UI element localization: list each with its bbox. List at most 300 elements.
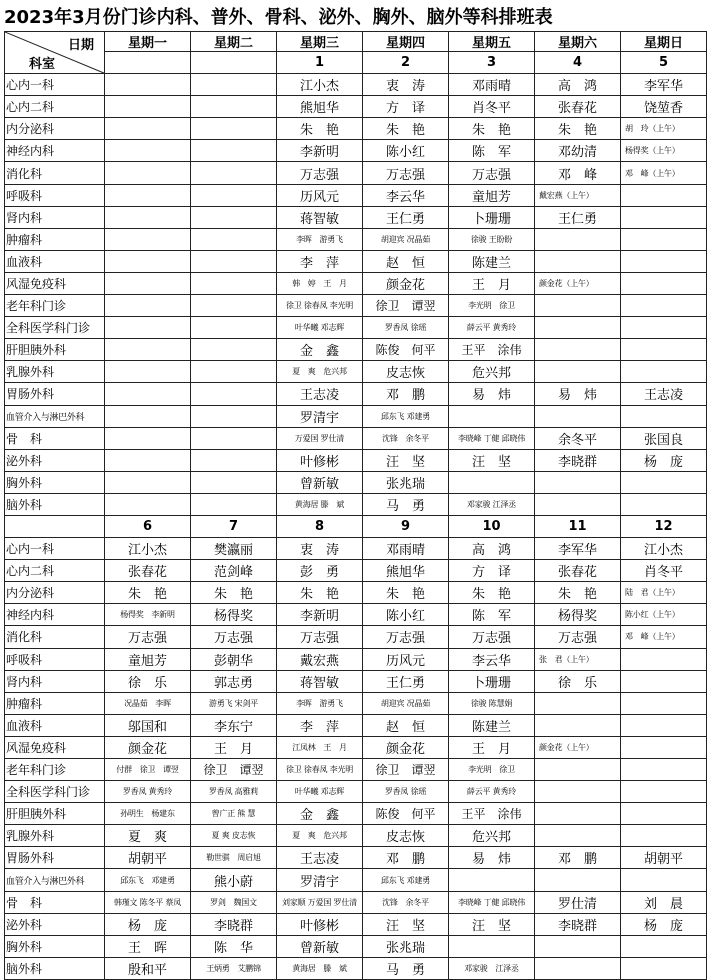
doctor-cell: 樊瀛丽 bbox=[191, 538, 277, 560]
doctor-cell: 徐骏 陈慧娟 bbox=[449, 692, 535, 714]
doctor-cell: 颜金花 bbox=[105, 736, 191, 758]
doctor-cell: 胡朝平 bbox=[105, 847, 191, 869]
doctor-cell: 颜金花（上午） bbox=[535, 736, 621, 758]
doctor-cell bbox=[621, 692, 707, 714]
doctor-cell: 沈锋 余冬平 bbox=[363, 427, 449, 449]
doctor-cell: 李晖 游勇飞 bbox=[277, 228, 363, 250]
doctor-cell: 朱 艳 bbox=[363, 118, 449, 140]
department-name: 心内一科 bbox=[5, 74, 105, 96]
doctor-cell: 江小杰 bbox=[621, 538, 707, 560]
doctor-cell: 王志凌 bbox=[277, 383, 363, 405]
doctor-cell: 游勇飞 宋剑平 bbox=[191, 692, 277, 714]
department-name: 胃肠外科 bbox=[5, 847, 105, 869]
doctor-cell: 汪 坚 bbox=[363, 913, 449, 935]
doctor-cell bbox=[535, 405, 621, 427]
department-name: 神经内科 bbox=[5, 604, 105, 626]
doctor-cell bbox=[621, 493, 707, 515]
schedule-table bbox=[4, 31, 707, 980]
doctor-cell: 张国良 bbox=[621, 427, 707, 449]
doctor-cell: 叶修彬 bbox=[277, 913, 363, 935]
doctor-cell: 黄海居 滕 斌 bbox=[277, 493, 363, 515]
doctor-cell: 邓 峰 bbox=[535, 162, 621, 184]
doctor-cell: 杨 庞 bbox=[621, 913, 707, 935]
schedule-row bbox=[5, 736, 707, 758]
doctor-cell: 韩瑾文 陈冬平 蔡凤 bbox=[105, 891, 191, 913]
doctor-cell bbox=[105, 140, 191, 162]
doctor-cell: 杨得奖 李新明 bbox=[105, 604, 191, 626]
doctor-cell: 万爱国 罗仕清 bbox=[277, 427, 363, 449]
doctor-cell: 高 鸿 bbox=[535, 74, 621, 96]
doctor-cell bbox=[449, 471, 535, 493]
doctor-cell bbox=[191, 250, 277, 272]
doctor-cell: 易 炜 bbox=[535, 383, 621, 405]
doctor-cell: 万志强 bbox=[277, 162, 363, 184]
department-name: 肿瘤科 bbox=[5, 228, 105, 250]
doctor-cell: 李晓群 bbox=[535, 913, 621, 935]
doctor-cell: 李军华 bbox=[621, 74, 707, 96]
doctor-cell: 历风元 bbox=[363, 648, 449, 670]
doctor-cell: 金 鑫 bbox=[277, 339, 363, 361]
doctor-cell: 颜金花 bbox=[363, 736, 449, 758]
doctor-cell bbox=[535, 250, 621, 272]
doctor-cell bbox=[621, 781, 707, 803]
department-name: 呼吸科 bbox=[5, 184, 105, 206]
doctor-cell bbox=[191, 184, 277, 206]
doctor-cell bbox=[621, 206, 707, 228]
doctor-cell bbox=[191, 96, 277, 118]
doctor-cell: 万志强 bbox=[277, 626, 363, 648]
doctor-cell: 薛云平 黄秀玲 bbox=[449, 317, 535, 339]
doctor-cell: 王仁勇 bbox=[535, 206, 621, 228]
doctor-cell: 李晖 游勇飞 bbox=[277, 692, 363, 714]
department-name: 肝胆胰外科 bbox=[5, 803, 105, 825]
schedule-row bbox=[5, 74, 707, 96]
doctor-cell: 张兆瑞 bbox=[363, 471, 449, 493]
doctor-cell: 曾广正 熊 慧 bbox=[191, 803, 277, 825]
doctor-cell: 徐卫 谭翌 bbox=[191, 759, 277, 781]
schedule-row bbox=[5, 714, 707, 736]
doctor-cell bbox=[191, 317, 277, 339]
doctor-cell: 郭志勇 bbox=[191, 670, 277, 692]
weekday-header-row bbox=[5, 32, 707, 52]
doctor-cell bbox=[105, 471, 191, 493]
doctor-cell: 朱 艳 bbox=[449, 118, 535, 140]
doctor-cell bbox=[449, 405, 535, 427]
doctor-cell bbox=[191, 427, 277, 449]
schedule-row bbox=[5, 361, 707, 383]
doctor-cell: 邱东飞 邓建勇 bbox=[105, 869, 191, 891]
doctor-cell bbox=[105, 405, 191, 427]
day-number bbox=[191, 52, 277, 74]
doctor-cell: 邱东飞 邓建勇 bbox=[363, 869, 449, 891]
doctor-cell: 易 炜 bbox=[449, 847, 535, 869]
doctor-cell bbox=[621, 957, 707, 979]
department-name: 消化科 bbox=[5, 162, 105, 184]
doctor-cell bbox=[191, 118, 277, 140]
doctor-cell: 罗清宇 bbox=[277, 405, 363, 427]
schedule-row bbox=[5, 825, 707, 847]
department-name: 肝胆胰外科 bbox=[5, 339, 105, 361]
doctor-cell bbox=[105, 339, 191, 361]
doctor-cell: 韩 婷 王 月 bbox=[277, 272, 363, 294]
doctor-cell: 范剑峰 bbox=[191, 560, 277, 582]
doctor-cell: 蒋智敏 bbox=[277, 206, 363, 228]
doctor-cell bbox=[535, 759, 621, 781]
department-name: 老年科门诊 bbox=[5, 759, 105, 781]
doctor-cell: 李 萍 bbox=[277, 714, 363, 736]
department-name: 内分泌科 bbox=[5, 118, 105, 140]
doctor-cell: 肖冬平 bbox=[621, 560, 707, 582]
doctor-cell: 陈俊 何平 bbox=[363, 803, 449, 825]
schedule-row bbox=[5, 626, 707, 648]
department-name: 神经内科 bbox=[5, 140, 105, 162]
department-name: 风湿免疫科 bbox=[5, 272, 105, 294]
doctor-cell: 杨得奖 bbox=[191, 604, 277, 626]
doctor-cell: 李光明 徐卫 bbox=[449, 295, 535, 317]
doctor-cell: 彭朝华 bbox=[191, 648, 277, 670]
doctor-cell: 刘 晨 bbox=[621, 891, 707, 913]
doctor-cell bbox=[105, 184, 191, 206]
doctor-cell: 杨得奖 bbox=[535, 604, 621, 626]
doctor-cell: 李新明 bbox=[277, 140, 363, 162]
doctor-cell: 李 萍 bbox=[277, 250, 363, 272]
department-name: 呼吸科 bbox=[5, 648, 105, 670]
doctor-cell bbox=[621, 317, 707, 339]
schedule-body bbox=[5, 32, 707, 980]
doctor-cell: 朱 艳 bbox=[277, 582, 363, 604]
department-name: 血液科 bbox=[5, 250, 105, 272]
doctor-cell: 况晶茹 李晖 bbox=[105, 692, 191, 714]
doctor-cell: 陈建兰 bbox=[449, 714, 535, 736]
doctor-cell: 罗香凤 徐瑶 bbox=[363, 317, 449, 339]
doctor-cell: 李云华 bbox=[449, 648, 535, 670]
doctor-cell: 万志强 bbox=[535, 626, 621, 648]
doctor-cell: 王平 涂伟 bbox=[449, 339, 535, 361]
schedule-row bbox=[5, 781, 707, 803]
doctor-cell: 邓家骏 江泽丞 bbox=[449, 493, 535, 515]
doctor-cell: 蒋智敏 bbox=[277, 670, 363, 692]
doctor-cell: 杨 庞 bbox=[621, 449, 707, 471]
doctor-cell: 万志强 bbox=[449, 162, 535, 184]
schedule-row bbox=[5, 869, 707, 891]
doctor-cell bbox=[621, 184, 707, 206]
doctor-cell: 朱 艳 bbox=[535, 582, 621, 604]
doctor-cell bbox=[535, 781, 621, 803]
doctor-cell: 付群 徐卫 谭翌 bbox=[105, 759, 191, 781]
schedule-row bbox=[5, 140, 707, 162]
doctor-cell: 熊旭华 bbox=[277, 96, 363, 118]
day-number: 6 bbox=[105, 515, 191, 537]
doctor-cell: 罗清宇 bbox=[277, 869, 363, 891]
department-name: 老年科门诊 bbox=[5, 295, 105, 317]
doctor-cell bbox=[191, 295, 277, 317]
doctor-cell: 皮志恢 bbox=[363, 361, 449, 383]
doctor-cell bbox=[449, 869, 535, 891]
doctor-cell: 王仁勇 bbox=[363, 670, 449, 692]
doctor-cell: 王 月 bbox=[449, 736, 535, 758]
doctor-cell: 颜金花 bbox=[363, 272, 449, 294]
doctor-cell: 陈小红（上午） bbox=[621, 604, 707, 626]
doctor-cell: 高 鸿 bbox=[449, 538, 535, 560]
schedule-row bbox=[5, 184, 707, 206]
doctor-cell: 赵 恒 bbox=[363, 714, 449, 736]
day-number-row bbox=[5, 52, 707, 74]
doctor-cell: 叶修彬 bbox=[277, 449, 363, 471]
doctor-cell bbox=[621, 272, 707, 294]
schedule-row bbox=[5, 891, 707, 913]
doctor-cell: 陆 君（上午） bbox=[621, 582, 707, 604]
doctor-cell: 张 君（上午） bbox=[535, 648, 621, 670]
doctor-cell: 邓 鹏 bbox=[363, 847, 449, 869]
doctor-cell: 万志强 bbox=[449, 626, 535, 648]
schedule-row bbox=[5, 538, 707, 560]
doctor-cell: 勒世骐 周启旭 bbox=[191, 847, 277, 869]
doctor-cell: 陈小红 bbox=[363, 604, 449, 626]
doctor-cell: 徐卫 谭翌 bbox=[363, 759, 449, 781]
doctor-cell: 汪 坚 bbox=[363, 449, 449, 471]
doctor-cell: 罗香凤 徐瑶 bbox=[363, 781, 449, 803]
doctor-cell: 杨 庞 bbox=[105, 913, 191, 935]
corner-dept-label: 科室 bbox=[29, 57, 56, 73]
day-number: 10 bbox=[449, 515, 535, 537]
department-name: 心内二科 bbox=[5, 560, 105, 582]
doctor-cell bbox=[191, 228, 277, 250]
doctor-cell bbox=[621, 869, 707, 891]
doctor-cell bbox=[535, 692, 621, 714]
doctor-cell bbox=[621, 471, 707, 493]
doctor-cell bbox=[621, 825, 707, 847]
doctor-cell bbox=[621, 361, 707, 383]
day-number: 3 bbox=[449, 52, 535, 74]
schedule-row bbox=[5, 803, 707, 825]
schedule-row bbox=[5, 759, 707, 781]
doctor-cell: 陈 军 bbox=[449, 604, 535, 626]
doctor-cell: 万志强 bbox=[105, 626, 191, 648]
weekday-wed: 星期三 bbox=[277, 32, 363, 52]
schedule-row bbox=[5, 162, 707, 184]
doctor-cell: 朱 艳 bbox=[191, 582, 277, 604]
doctor-cell bbox=[535, 869, 621, 891]
doctor-cell: 王仁勇 bbox=[363, 206, 449, 228]
day-number: 4 bbox=[535, 52, 621, 74]
schedule-row bbox=[5, 493, 707, 515]
schedule-row bbox=[5, 272, 707, 294]
doctor-cell: 汪 坚 bbox=[449, 913, 535, 935]
doctor-cell: 方 译 bbox=[449, 560, 535, 582]
doctor-cell: 邓 峰（上午） bbox=[621, 626, 707, 648]
doctor-cell bbox=[621, 405, 707, 427]
doctor-cell bbox=[191, 206, 277, 228]
department-name: 心内一科 bbox=[5, 538, 105, 560]
doctor-cell bbox=[191, 339, 277, 361]
doctor-cell: 李晓群 bbox=[535, 449, 621, 471]
doctor-cell: 肖冬平 bbox=[449, 96, 535, 118]
doctor-cell: 陈 军 bbox=[449, 140, 535, 162]
doctor-cell: 孙明生 杨建东 bbox=[105, 803, 191, 825]
doctor-cell bbox=[105, 250, 191, 272]
day-number-row bbox=[5, 515, 707, 537]
doctor-cell: 邓家骏 江泽丞 bbox=[449, 957, 535, 979]
department-name: 肿瘤科 bbox=[5, 692, 105, 714]
weekday-sat: 星期六 bbox=[535, 32, 621, 52]
doctor-cell: 邓 鹏 bbox=[535, 847, 621, 869]
doctor-cell: 邱东飞 邓建勇 bbox=[363, 405, 449, 427]
doctor-cell: 朱 艳 bbox=[449, 582, 535, 604]
doctor-cell: 胡迎宾 况晶茹 bbox=[363, 228, 449, 250]
doctor-cell bbox=[105, 317, 191, 339]
doctor-cell: 邓雨晴 bbox=[363, 538, 449, 560]
schedule-row bbox=[5, 471, 707, 493]
doctor-cell bbox=[191, 140, 277, 162]
doctor-cell bbox=[105, 361, 191, 383]
doctor-cell: 朱 艳 bbox=[105, 582, 191, 604]
department-name: 乳腺外科 bbox=[5, 825, 105, 847]
day-number: 7 bbox=[191, 515, 277, 537]
doctor-cell: 邬国和 bbox=[105, 714, 191, 736]
weekday-sun: 星期日 bbox=[621, 32, 707, 52]
doctor-cell: 李晓峰 丁健 邱晓伟 bbox=[449, 427, 535, 449]
day-number: 12 bbox=[621, 515, 707, 537]
doctor-cell bbox=[535, 825, 621, 847]
day-number-blank bbox=[5, 515, 105, 537]
department-name: 心内二科 bbox=[5, 96, 105, 118]
doctor-cell: 熊小蔚 bbox=[191, 869, 277, 891]
schedule-row bbox=[5, 427, 707, 449]
doctor-cell: 衷 涛 bbox=[277, 538, 363, 560]
doctor-cell bbox=[621, 295, 707, 317]
department-name: 血管介入与淋巴外科 bbox=[5, 405, 105, 427]
doctor-cell: 邓雨晴 bbox=[449, 74, 535, 96]
doctor-cell: 赵 恒 bbox=[363, 250, 449, 272]
doctor-cell: 徐 乐 bbox=[535, 670, 621, 692]
doctor-cell bbox=[535, 957, 621, 979]
department-name: 骨 科 bbox=[5, 891, 105, 913]
schedule-row bbox=[5, 560, 707, 582]
department-name: 全科医学科门诊 bbox=[5, 317, 105, 339]
schedule-row bbox=[5, 228, 707, 250]
doctor-cell: 叶华曦 邓志辉 bbox=[277, 317, 363, 339]
schedule-row bbox=[5, 250, 707, 272]
doctor-cell bbox=[621, 803, 707, 825]
doctor-cell bbox=[535, 714, 621, 736]
doctor-cell: 戴宏燕（上午） bbox=[535, 184, 621, 206]
doctor-cell bbox=[535, 493, 621, 515]
doctor-cell: 邓 峰（上午） bbox=[621, 162, 707, 184]
doctor-cell bbox=[105, 206, 191, 228]
doctor-cell: 王 月 bbox=[449, 272, 535, 294]
doctor-cell: 江小杰 bbox=[105, 538, 191, 560]
doctor-cell bbox=[191, 493, 277, 515]
doctor-cell: 胡朝平 bbox=[621, 847, 707, 869]
doctor-cell: 方 译 bbox=[363, 96, 449, 118]
doctor-cell: 胡迎宾 况晶茹 bbox=[363, 692, 449, 714]
schedule-row bbox=[5, 317, 707, 339]
doctor-cell bbox=[621, 648, 707, 670]
weekday-mon: 星期一 bbox=[105, 32, 191, 52]
doctor-cell: 童旭芳 bbox=[449, 184, 535, 206]
doctor-cell: 徐卫 谭翌 bbox=[363, 295, 449, 317]
doctor-cell: 江凤林 王 月 bbox=[277, 736, 363, 758]
doctor-cell: 马 勇 bbox=[363, 493, 449, 515]
department-name: 肾内科 bbox=[5, 670, 105, 692]
doctor-cell bbox=[535, 803, 621, 825]
department-name: 血管介入与淋巴外科 bbox=[5, 869, 105, 891]
doctor-cell bbox=[105, 228, 191, 250]
department-name: 泌外科 bbox=[5, 449, 105, 471]
doctor-cell: 江小杰 bbox=[277, 74, 363, 96]
doctor-cell: 罗仕清 bbox=[535, 891, 621, 913]
doctor-cell: 朱 艳 bbox=[363, 582, 449, 604]
department-name: 血液科 bbox=[5, 714, 105, 736]
schedule-row bbox=[5, 449, 707, 471]
doctor-cell bbox=[621, 736, 707, 758]
doctor-cell: 危兴邦 bbox=[449, 361, 535, 383]
doctor-cell: 皮志恢 bbox=[363, 825, 449, 847]
doctor-cell: 徐卫 徐春凤 李光明 bbox=[277, 759, 363, 781]
weekday-tue: 星期二 bbox=[191, 32, 277, 52]
doctor-cell: 黄海居 滕 斌 bbox=[277, 957, 363, 979]
doctor-cell: 胡 玲（上午） bbox=[621, 118, 707, 140]
doctor-cell: 余冬平 bbox=[535, 427, 621, 449]
schedule-row bbox=[5, 118, 707, 140]
schedule-row bbox=[5, 692, 707, 714]
doctor-cell: 李东宁 bbox=[191, 714, 277, 736]
doctor-cell: 殷和平 bbox=[105, 957, 191, 979]
doctor-cell bbox=[105, 272, 191, 294]
day-number: 11 bbox=[535, 515, 621, 537]
doctor-cell: 张春花 bbox=[535, 560, 621, 582]
doctor-cell: 王志凌 bbox=[621, 383, 707, 405]
doctor-cell: 危兴邦 bbox=[449, 825, 535, 847]
doctor-cell bbox=[105, 427, 191, 449]
doctor-cell bbox=[535, 317, 621, 339]
schedule-row bbox=[5, 648, 707, 670]
doctor-cell: 邓幼清 bbox=[535, 140, 621, 162]
doctor-cell bbox=[535, 295, 621, 317]
weekday-thu: 星期四 bbox=[363, 32, 449, 52]
doctor-cell: 李新明 bbox=[277, 604, 363, 626]
doctor-cell: 彭 勇 bbox=[277, 560, 363, 582]
day-number: 2 bbox=[363, 52, 449, 74]
doctor-cell bbox=[621, 714, 707, 736]
doctor-cell bbox=[535, 361, 621, 383]
doctor-cell: 曾新敏 bbox=[277, 471, 363, 493]
day-number: 1 bbox=[277, 52, 363, 74]
department-name: 乳腺外科 bbox=[5, 361, 105, 383]
doctor-cell: 卜珊珊 bbox=[449, 206, 535, 228]
doctor-cell: 叶华曦 邓志辉 bbox=[277, 781, 363, 803]
doctor-cell bbox=[191, 272, 277, 294]
doctor-cell bbox=[191, 471, 277, 493]
doctor-cell: 罗香凤 黄秀玲 bbox=[105, 781, 191, 803]
doctor-cell bbox=[621, 759, 707, 781]
doctor-cell: 夏 爽 皮志恢 bbox=[191, 825, 277, 847]
doctor-cell: 王炳勇 艾鹏锦 bbox=[191, 957, 277, 979]
doctor-cell: 饶堃香 bbox=[621, 96, 707, 118]
doctor-cell: 李晓群 bbox=[191, 913, 277, 935]
department-name: 风湿免疫科 bbox=[5, 736, 105, 758]
schedule-row bbox=[5, 206, 707, 228]
doctor-cell: 王平 涂伟 bbox=[449, 803, 535, 825]
department-name: 胸外科 bbox=[5, 471, 105, 493]
doctor-cell: 罗剑 魏国文 bbox=[191, 891, 277, 913]
doctor-cell bbox=[105, 118, 191, 140]
schedule-row bbox=[5, 582, 707, 604]
doctor-cell: 陈建兰 bbox=[449, 250, 535, 272]
doctor-cell: 张春花 bbox=[105, 560, 191, 582]
doctor-cell: 衷 涛 bbox=[363, 74, 449, 96]
schedule-row bbox=[5, 295, 707, 317]
